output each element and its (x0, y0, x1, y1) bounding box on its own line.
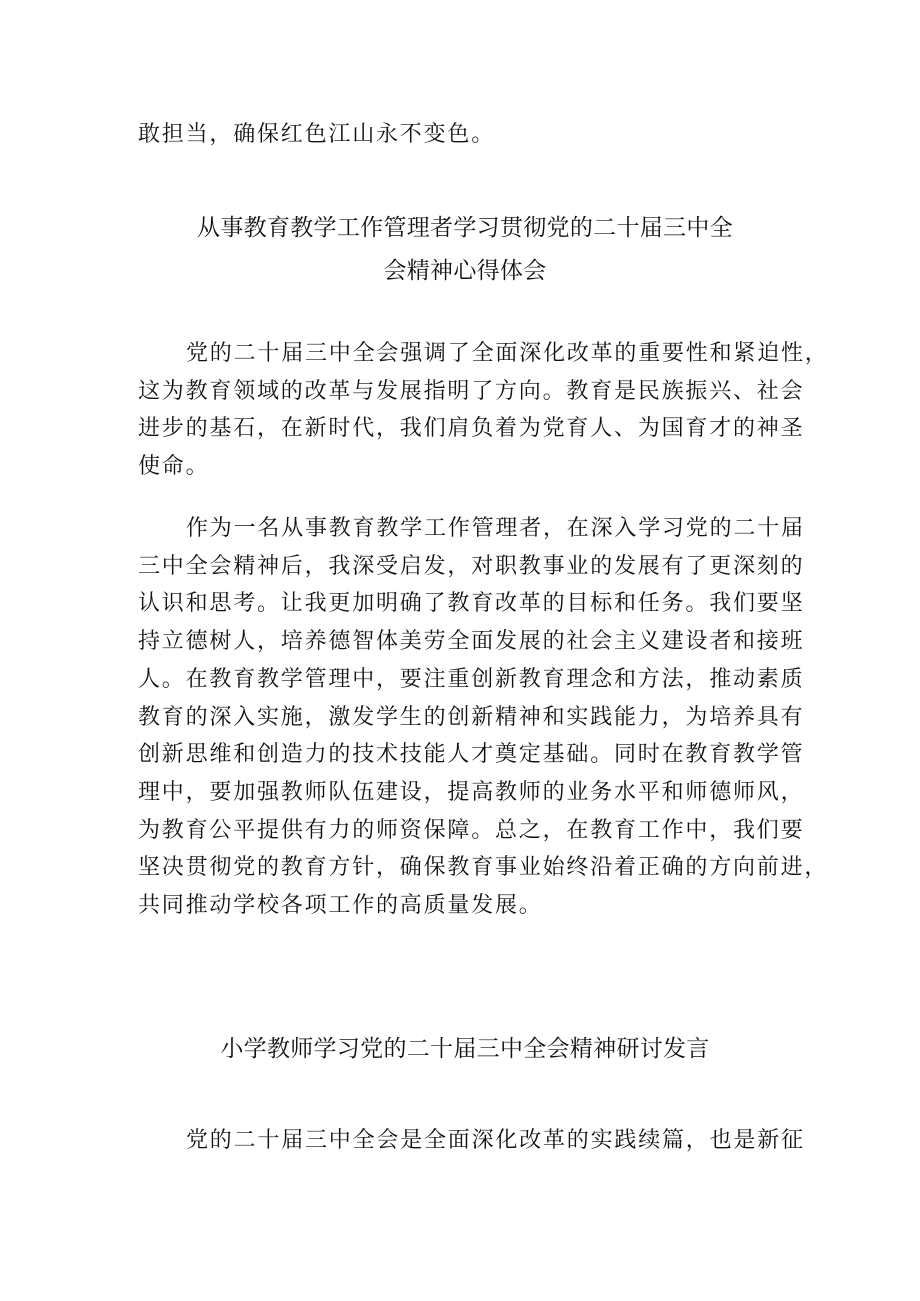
paragraph-line: 为教育公平提供有力的师资保障。总之，在教育工作中，我们要 (138, 817, 805, 843)
section2-title: 小学教师学习党的二十届三中全会精神研讨发言 (220, 1036, 710, 1062)
paragraph-line: 认识和思考。让我更加明确了教育改革的目标和任务。我们要坚 (138, 591, 805, 617)
paragraph-line: 作为一名从事教育教学工作管理者，在深入学习党的二十届 (186, 516, 805, 541)
paragraph-line: 坚决贯彻党的教育方针，确保教育事业始终沿着正确的方向前进， (138, 855, 829, 881)
section1-paragraph-2 (138, 510, 828, 925)
paragraph-line: 这为教育领域的改革与发展指明了方向。教育是民族振兴、社会 (138, 378, 805, 404)
paragraph-line: 进步的基石，在新时代，我们肩负着为党育人、为国育才的神圣 (138, 416, 805, 442)
lead-line: 敢担当，确保红色江山永不变色。 (138, 122, 496, 147)
paragraph-line: 使命。 (138, 454, 210, 480)
paragraph-line: 创新思维和创造力的技术技能人才奠定基础。同时在教育教学管 (138, 742, 805, 768)
paragraph-line: 持立德树人，培养德智体美劳全面发展的社会主义建设者和接班 (138, 629, 805, 655)
paragraph-line: 党的二十届三中全会强调了全面深化改革的重要性和紧迫性， (186, 341, 829, 366)
section2-paragraph-1-first-line: 党的二十届三中全会是全面深化改革的实践续篇，也是新征 (186, 1128, 805, 1153)
section1-title-line2: 会精神心得体会 (383, 258, 547, 284)
paragraph-line: 人。在教育教学管理中，要注重创新教育理念和方法，推动素质 (138, 666, 805, 692)
paragraph-line: 理中，要加强教师队伍建设，提高教师的业务水平和师德师风， (138, 779, 805, 805)
paragraph-line: 三中全会精神后，我深受启发，对职教事业的发展有了更深刻的 (138, 553, 805, 579)
section1-paragraph-1 (138, 335, 829, 486)
paragraph-line: 教育的深入实施，激发学生的创新精神和实践能力，为培养具有 (138, 704, 805, 730)
section1-title-line1: 从事教育教学工作管理者学习贯彻党的二十届三中全 (197, 215, 733, 241)
paragraph-line: 共同推动学校各项工作的高质量发展。 (138, 893, 543, 919)
